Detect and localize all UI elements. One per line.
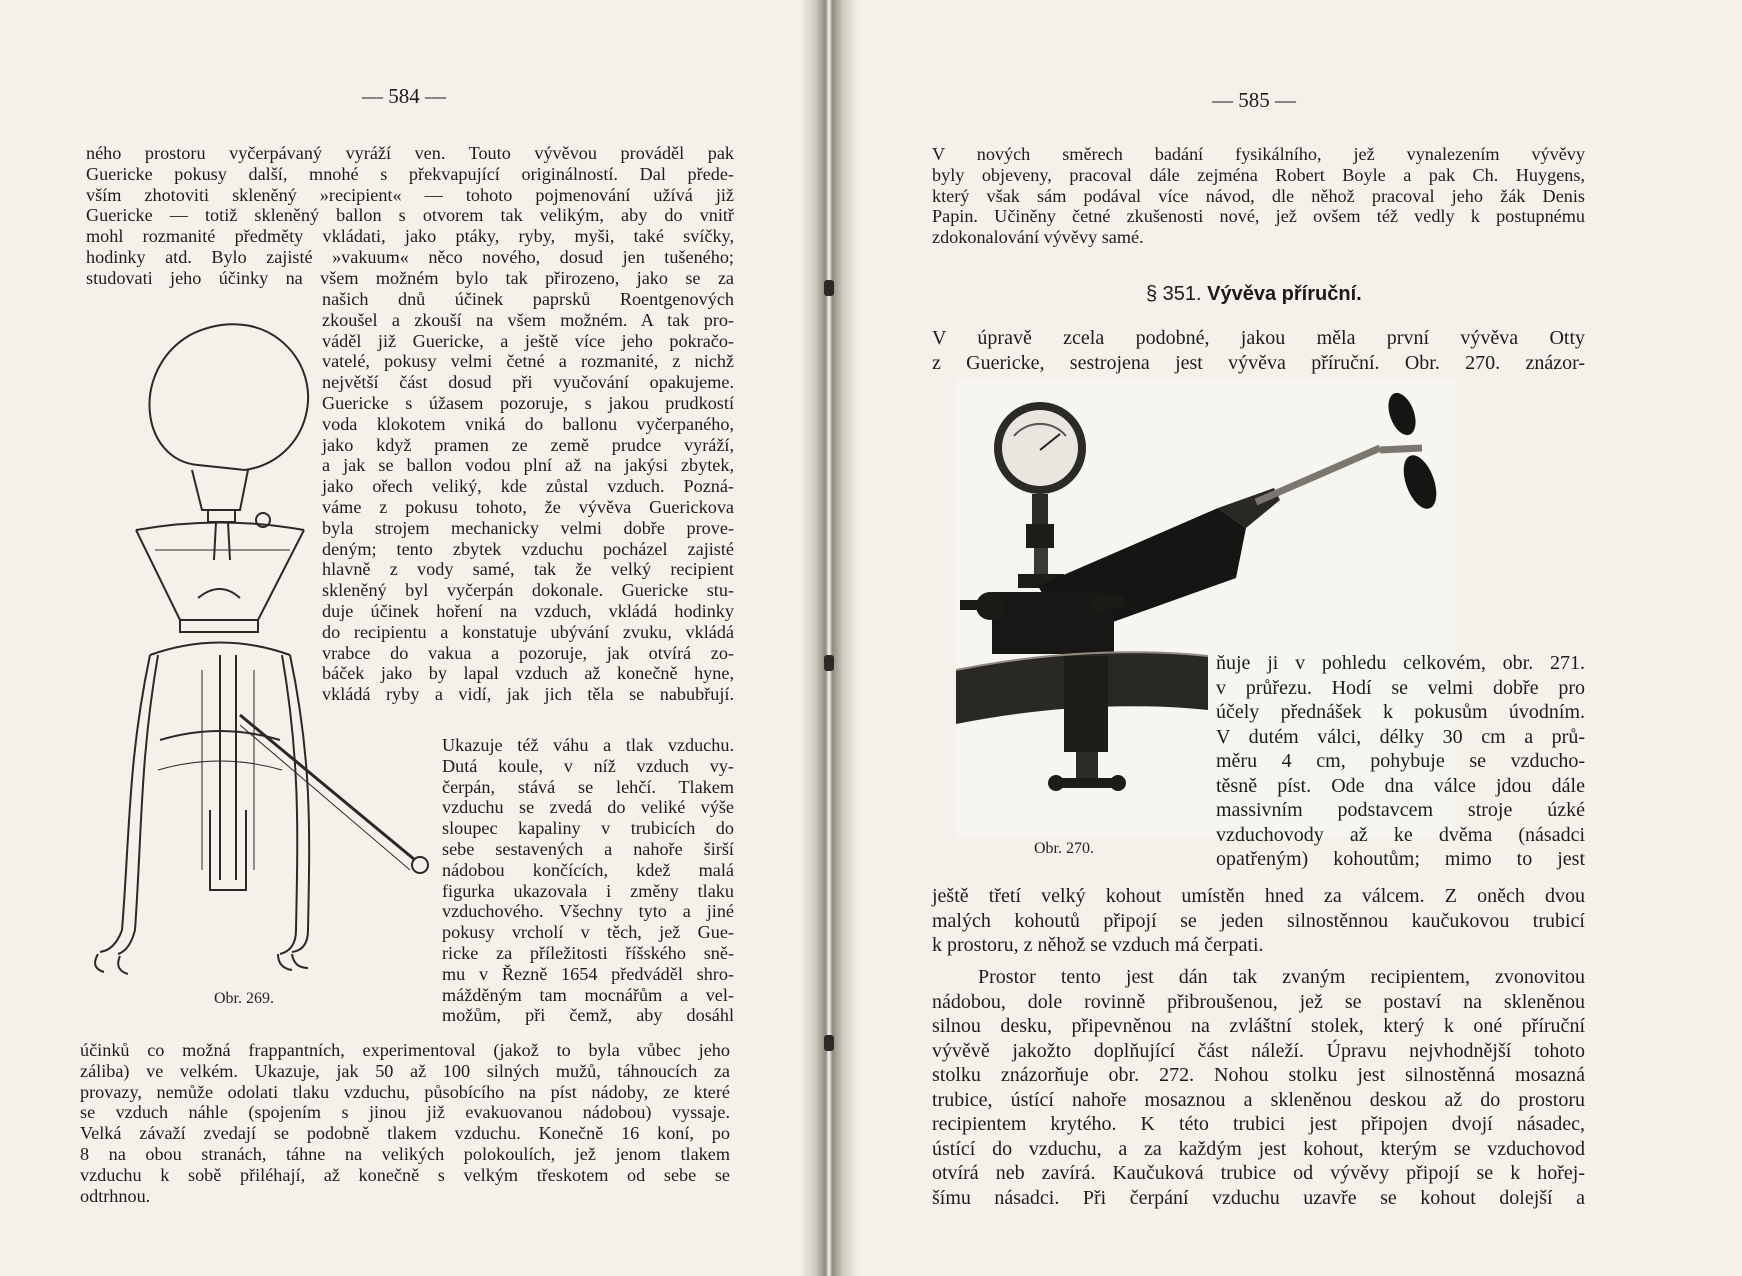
text-line: účely přednášek k pokusům úvodním. — [1216, 701, 1585, 723]
text-line: Papin. Učiněny četné zkušenosti nové, jež ovšem též vedly k postupnému — [932, 206, 1585, 227]
text-line: V dutém válci, délky 30 cm a prů- — [1216, 725, 1585, 748]
left-column-text-b — [442, 735, 734, 1026]
section-title: Vývěva příruční. — [1207, 283, 1362, 305]
text-line: Guericke s úžasem pozoruje, s jakou prudkostí — [322, 392, 734, 413]
text-line: malých kohoutů připojí se jeden silnostěnnou kaučukovou trubicí — [932, 909, 1585, 932]
text-line: pokusy vrcholí v těch, jež Gue- — [442, 922, 734, 943]
text-line: voda klokotem vniká do ballonu vyčerpaného, — [322, 413, 734, 434]
text-line: báček jako by lapal vzduch až konečně hyne, — [322, 663, 734, 684]
figure-270-caption: Obr. 270. — [1034, 840, 1094, 857]
text-line: a jak se ballon vodou plní až na jakýsi zbytek, — [322, 455, 734, 476]
text-line: studovati jeho účinky na všem možném bylo tak přirozeno, jako se za — [86, 267, 734, 288]
text-line: k prostoru, z něhož se vzduch má čerpati. — [932, 934, 1264, 956]
text-line: ještě třetí velký kohout umístěn hned za válcem. Z oněch dvou — [932, 885, 1585, 907]
figure-269-caption: Obr. 269. — [214, 990, 274, 1007]
text-line: ného prostoru vyčerpávaný vyráží ven. Touto vývěvou prováděl pak — [86, 143, 734, 163]
text-line: vzduchového. Všechny tyto a jiné — [442, 901, 734, 922]
text-line: 8 na obou stranách, táhne na velikých polokoulích, jež jenom tlakem — [80, 1143, 730, 1164]
text-line: účinků co možná frappantních, experimentoval (jakož to byla vůbec jeho — [80, 1040, 730, 1060]
text-line: figurka ukazovala i změny tlaku — [442, 880, 734, 901]
text-line: jako když pramen ze země prudce vyráží, — [322, 434, 734, 455]
text-line: sebe sestavených a nahoře širší — [442, 838, 734, 859]
text-line: se vzduch náhle (spojením s jinou již evakuovanou nádobou) vyssaje. — [80, 1102, 730, 1123]
text-line: silnou desku, připevněnou na zvláštní stolek, který k oné příruční — [932, 1015, 1585, 1037]
text-line: vývěvě jakožto doplňující část náleží. Úpravu nejvhodnější tohoto — [932, 1039, 1585, 1062]
right-para2-text — [932, 326, 1585, 375]
text-line: záliba) ve velkém. Ukazuje, jak 50 až 100 silných mužů, táhnoucích za — [80, 1060, 730, 1081]
text-line: vkládá ryby a vidí, jak jich těla se nabubřují. — [322, 684, 734, 705]
text-line: mážděným tam mocnářům a vel- — [442, 984, 734, 1005]
text-line: jako ořech veliký, kde zůstal vzduch. Pozná- — [322, 476, 734, 497]
text-line: massivním podstavcem stroje úzké — [1216, 799, 1585, 821]
text-line: vzduchovody až ke dvěma (násadci — [1216, 823, 1585, 846]
text-line: z Guericke, sestrojena jest vývěva příruční. Obr. 270. znázor- — [932, 351, 1585, 374]
text-line: byla strojem mechanicky velmi dobře prove- — [322, 517, 734, 538]
text-line: vrabce do vakua a pozoruje, jak otvírá zo- — [322, 642, 734, 663]
page-number-right: — 585 — — [1212, 88, 1296, 112]
text-line: vzduchu k sobě přiléhají, až konečně s velkým třeskotem od sebe se — [80, 1164, 730, 1185]
text-line: váme z pokusu tohoto, že vývěva Guerickova — [322, 496, 734, 517]
text-line: vším zhotoviti skleněný »recipient« — tohoto pojmenování užívá již — [86, 184, 734, 205]
text-line: možům, při čemž, aby dosáhl — [442, 1005, 734, 1026]
right-para3-text — [932, 884, 1585, 958]
text-line: otvírá neb zavírá. Kaučuková trubice od vývěvy připojí se k hořej- — [932, 1162, 1585, 1184]
figure-269-receiver-illustration — [80, 310, 430, 990]
left-full-text-bottom — [80, 1040, 730, 1206]
text-line: deným; tento zbytek vzduchu pocházel zajisté — [322, 538, 734, 559]
text-line: do recipientu a konstatuje ubývání zvuku, vkládá — [322, 621, 734, 642]
right-para4-text — [932, 965, 1585, 1210]
text-line: stolku znázorňuje obr. 272. Nohou stolku jest silnostěnná mosazná — [932, 1064, 1585, 1086]
text-line: sloupec kapaliny v trubicích do — [442, 818, 734, 839]
text-line: který však sám podával více návod, dle něhož pracoval jeho žák Denis — [932, 185, 1585, 206]
section-number: § 351. — [1146, 283, 1202, 305]
text-line: šímu násadci. Při čerpání vzduchu uzavře se kohout dolejší a — [932, 1186, 1585, 1209]
text-line: Prostor tento jest dán tak zvaným recipientem, zvonovitou — [978, 966, 1585, 988]
text-line: duje účinek hoření na vzduch, vkládá hodinky — [322, 600, 734, 621]
text-line: Ukazuje též váhu a tlak vzduchu. — [442, 735, 734, 755]
text-line: ňuje ji v pohledu celkovém, obr. 271. — [1216, 652, 1585, 674]
text-line: ricke za příležitosti říšského sně- — [442, 942, 734, 963]
text-line: zdokonalování vývěvy samé. — [932, 227, 1144, 248]
right-page — [836, 0, 1742, 1276]
section-heading — [1146, 283, 1362, 306]
text-line: recipientem krytého. K této trubici jest připojen dvojí násadec, — [932, 1113, 1585, 1135]
binding-stitch — [824, 280, 834, 296]
text-line: nádobou končících, kdež malá — [442, 859, 734, 880]
text-line: největší část dosud při vyučování opakujeme. — [322, 372, 734, 393]
text-line: trubice, ústící nahoře mosaznou a skleněnou deskou až do prostoru — [932, 1088, 1585, 1111]
text-line: Velká závaží zvedají se podobně tlakem vzduchu. Konečně 16 koní, po — [80, 1123, 730, 1144]
text-line: hodinky atd. Bylo zajisté »vakuum« něco nového, dosud jen tušeného; — [86, 246, 734, 267]
text-line: těsně píst. Ode dna válce jdou dále — [1216, 774, 1585, 797]
text-line: měru 4 cm, pohybuje se vzducho- — [1216, 750, 1585, 772]
text-line: Guericke pokusy další, mnohé s překvapující originálností. Dal přede- — [86, 163, 734, 184]
binding-stitch — [824, 1035, 834, 1051]
text-line: vatelé, pokusy velmi četné a rozmanité, z nichž — [322, 351, 734, 372]
text-line: ústící do vzduchu, a za každým jest kohout, kterým se vzduchovod — [932, 1137, 1585, 1160]
text-line: V úpravě zcela podobné, jakou měla první vývěva Otty — [932, 327, 1585, 349]
text-line: opatřeným) kohoutům; mimo to jest — [1216, 848, 1585, 870]
left-page — [0, 0, 822, 1276]
text-line: vzduchu se zvedá do veliké výše — [442, 797, 734, 818]
text-line: V nových směrech badání fysikálního, jež vynalezením vývěvy — [932, 144, 1585, 164]
text-line: Dutá koule, v níž vzduch vy- — [442, 755, 734, 776]
text-line: zkoušel a zkouší na všem možném. A tak pro- — [322, 309, 734, 330]
text-line: Guericke — totiž skleněný ballon s otvorem tak velikým, aby do vnitř — [86, 205, 734, 226]
text-line: váděl již Guericke, a ještě více jeho pokračo- — [322, 330, 734, 351]
text-line: skleněný byl vyčerpán dokonale. Guericke stu- — [322, 580, 734, 601]
text-line: provazy, nemůže odolati tlaku vzduchu, působícího na píst nádoby, ze které — [80, 1081, 730, 1102]
text-line: mohl rozmanité předměty vkládati, jako ptáky, ryby, myši, také svíčky, — [86, 226, 734, 247]
right-intro-text — [932, 144, 1585, 248]
text-line: byly objeveny, pracoval dále zejména Robert Boyle a pak Ch. Huygens, — [932, 164, 1585, 185]
text-line: mu v Řezně 1654 předváděl shro- — [442, 963, 734, 984]
right-column-text — [1216, 651, 1585, 872]
text-line: našich dnů účinek paprsků Roentgenových — [322, 289, 734, 309]
text-line: nádobou, dole rovinně přibroušenou, jež se postaví na skleněnou — [932, 990, 1585, 1013]
binding-stitch — [824, 655, 834, 671]
text-line: čerpán, stává se lehčí. Tlakem — [442, 776, 734, 797]
text-line: v průřezu. Hodí se velmi dobře pro — [1216, 676, 1585, 699]
page-number-left: — 584 — — [362, 84, 446, 108]
left-full-text-top — [86, 143, 734, 289]
text-line: hlavně z vody samé, tak že velký recipient — [322, 559, 734, 580]
text-line: odtrhnou. — [80, 1185, 151, 1206]
